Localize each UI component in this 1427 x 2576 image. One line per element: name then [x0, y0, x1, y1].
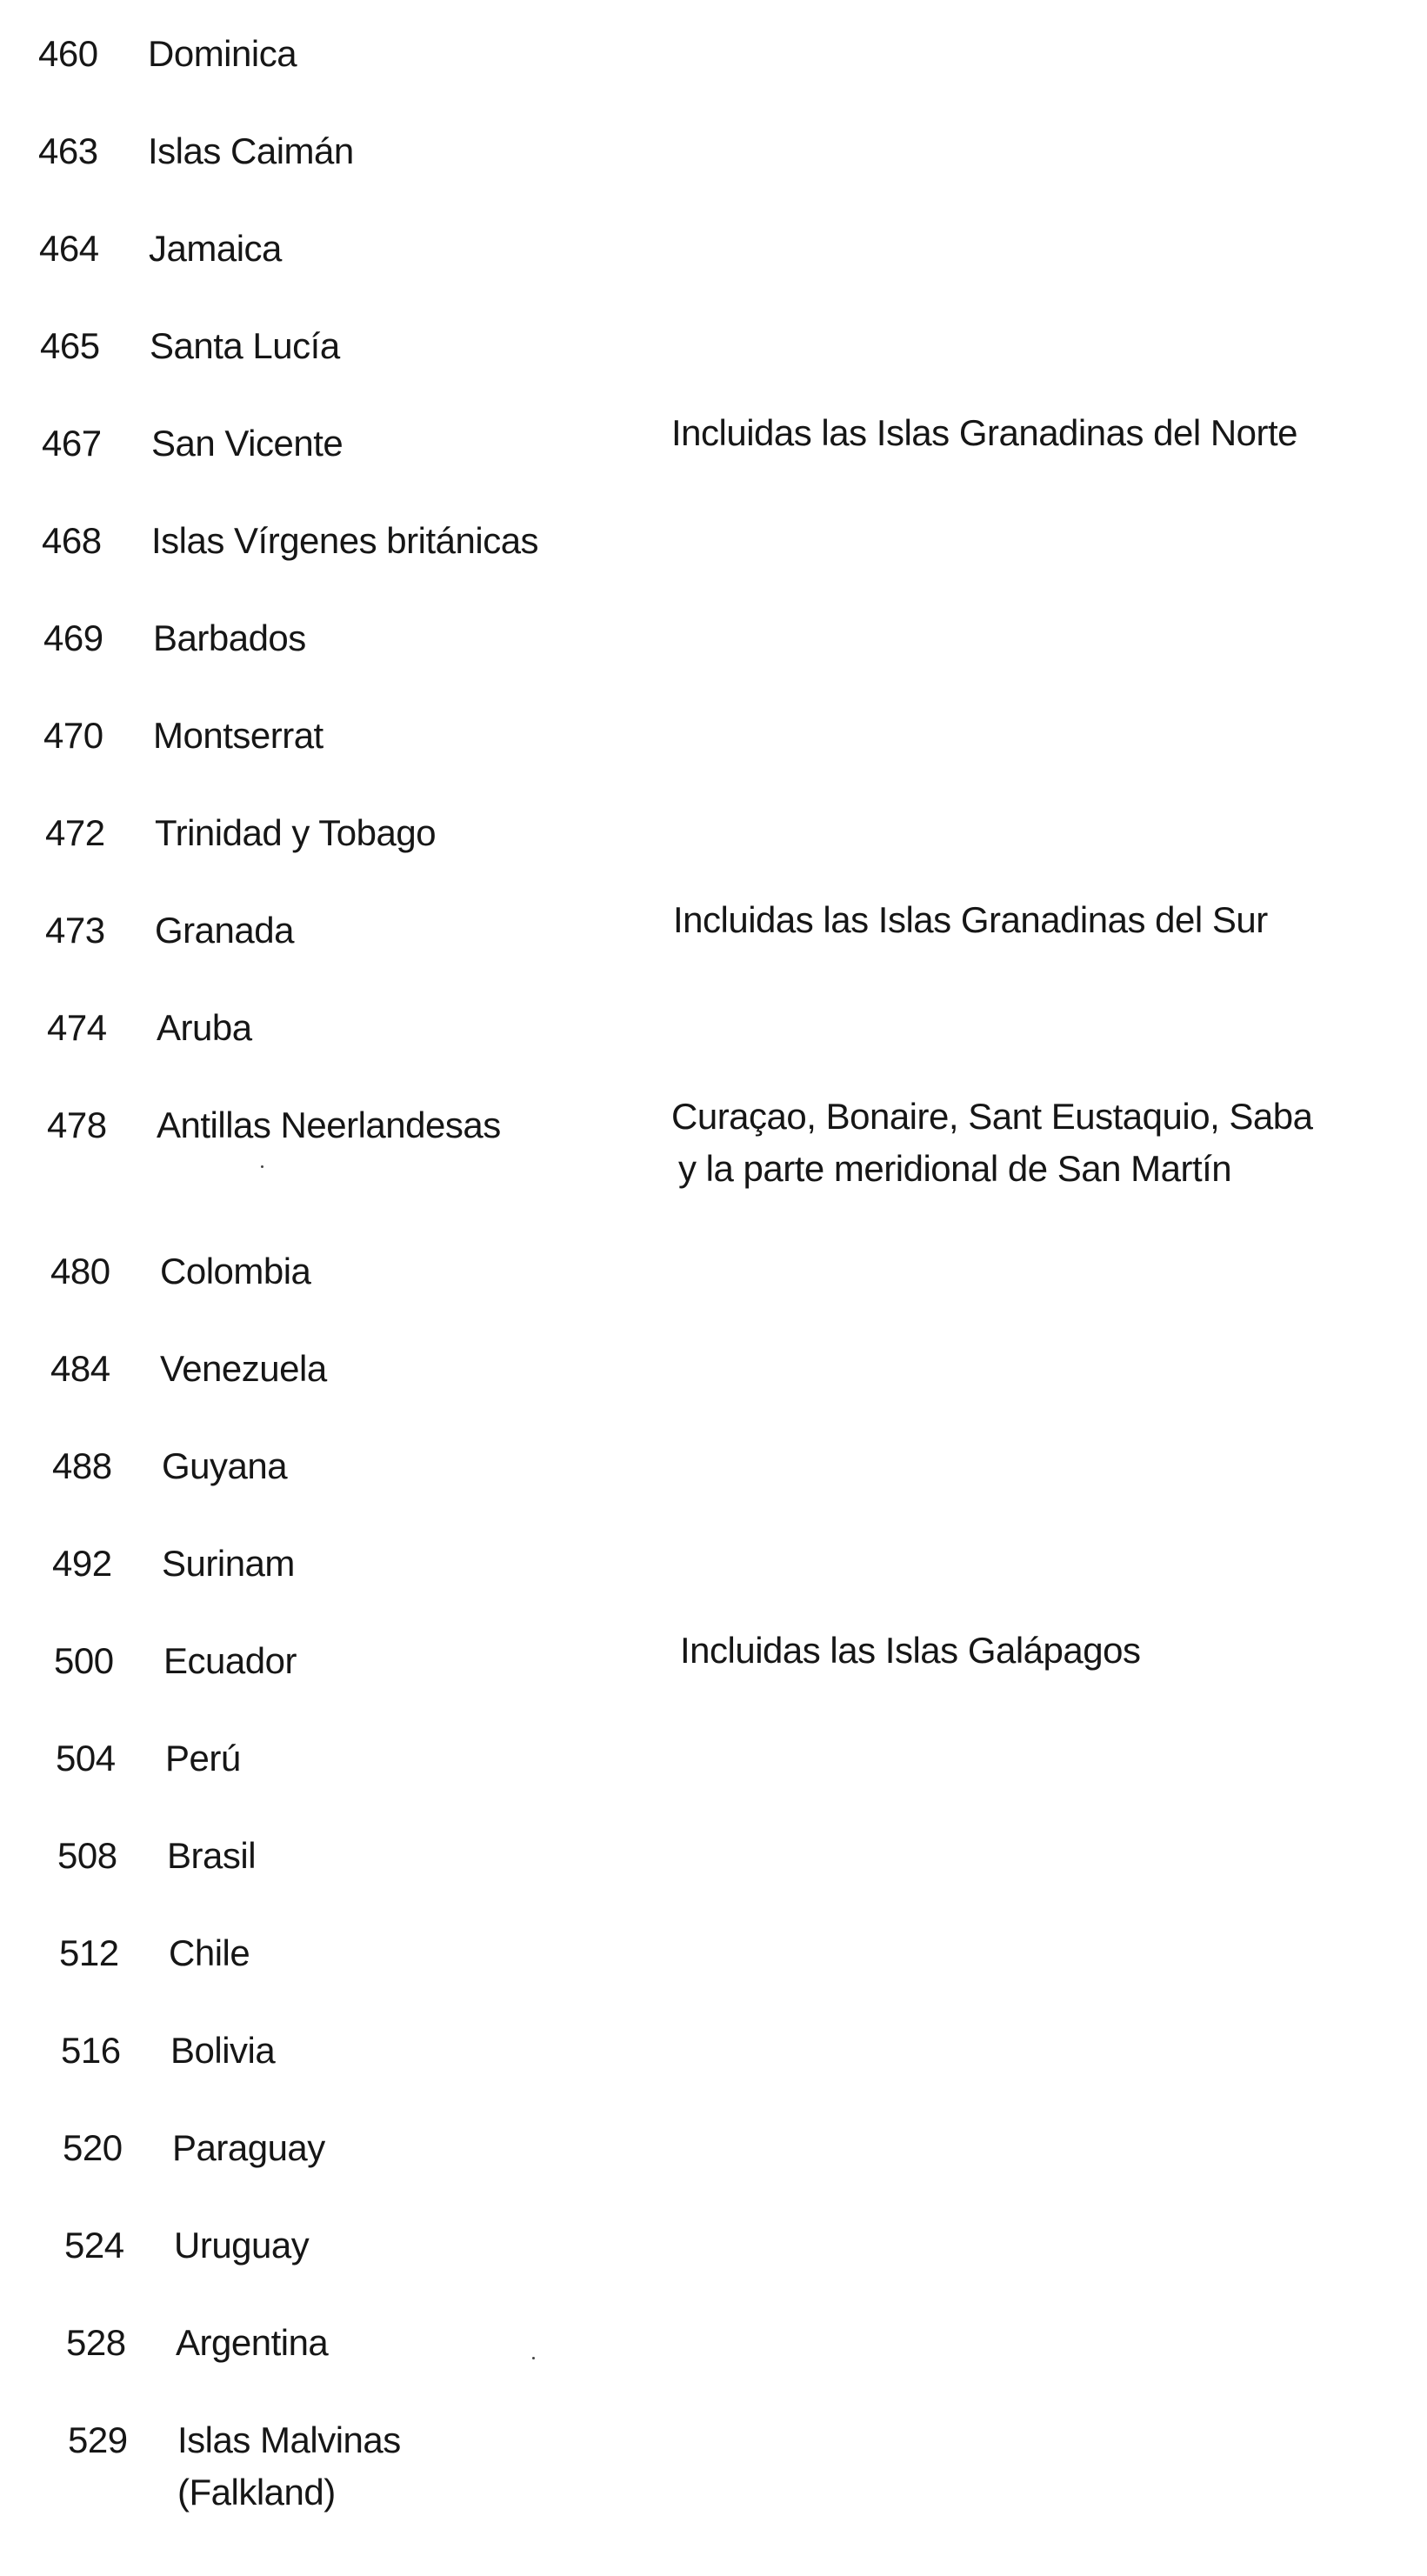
country-code: 468: [42, 520, 102, 561]
country-name: Jamaica: [149, 228, 282, 269]
country-code: 492: [52, 1543, 112, 1584]
country-name: Montserrat: [153, 715, 323, 756]
country-code: 478: [47, 1104, 107, 1145]
country-note: Incluidas las Islas Galápagos: [680, 1630, 1141, 1671]
country-name: Argentina: [176, 2322, 329, 2363]
country-name: Surinam: [162, 1543, 295, 1584]
country-name: Colombia: [160, 1251, 311, 1291]
country-note: Incluidas las Islas Granadinas del Sur: [673, 899, 1268, 940]
country-code: 474: [47, 1007, 107, 1048]
country-name: Islas Caimán: [148, 130, 354, 171]
country-name: Brasil: [167, 1835, 257, 1876]
country-code: 480: [50, 1251, 110, 1291]
country-code: 528: [66, 2322, 126, 2363]
country-code: 500: [54, 1640, 114, 1681]
country-code: 484: [50, 1348, 110, 1389]
country-name: Antillas Neerlandesas: [157, 1104, 501, 1145]
country-name: Perú: [165, 1738, 241, 1779]
country-name: Santa Lucía: [150, 325, 340, 366]
country-code: 469: [43, 617, 103, 658]
country-code: 473: [45, 910, 105, 951]
country-name-line: (Falkland): [177, 2472, 336, 2513]
country-note-line: Curaçao, Bonaire, Sant Eustaquio, Saba: [671, 1096, 1313, 1137]
country-code: 508: [57, 1835, 117, 1876]
country-name: Granada: [155, 910, 294, 951]
country-note-line: y la parte meridional de San Martín: [678, 1148, 1232, 1189]
country-code: 472: [45, 812, 105, 853]
country-name: Bolivia: [170, 2030, 276, 2071]
country-name: Aruba: [157, 1007, 252, 1048]
country-name: [177, 2414, 401, 2519]
country-note: [671, 1091, 1313, 1195]
country-name: Ecuador: [163, 1640, 297, 1681]
country-code: 529: [68, 2419, 128, 2460]
country-name: Paraguay: [172, 2127, 325, 2168]
country-code: 520: [63, 2127, 123, 2168]
scan-speck: [261, 1165, 263, 1168]
country-name: Chile: [169, 1932, 250, 1973]
country-name: Venezuela: [160, 1348, 327, 1389]
country-code: 467: [42, 423, 102, 464]
country-code: 516: [61, 2030, 121, 2071]
country-code: 470: [43, 715, 103, 756]
country-name: Barbados: [153, 617, 306, 658]
country-note: Incluidas las Islas Granadinas del Norte: [671, 412, 1298, 453]
country-code: 463: [38, 130, 98, 171]
country-name: San Vicente: [151, 423, 343, 464]
country-name: Guyana: [162, 1445, 288, 1486]
country-code: 464: [39, 228, 99, 269]
country-code: 524: [64, 2225, 124, 2266]
country-code: 488: [52, 1445, 112, 1486]
country-name-line: Islas Malvinas: [177, 2419, 401, 2460]
country-name: Dominica: [148, 33, 297, 74]
country-code: 504: [56, 1738, 116, 1779]
country-code: 460: [38, 33, 98, 74]
country-name: Uruguay: [174, 2225, 310, 2266]
country-name: Trinidad y Tobago: [155, 812, 437, 853]
scan-speck: [532, 2357, 535, 2359]
country-code: 465: [40, 325, 100, 366]
country-name: Islas Vírgenes británicas: [151, 520, 539, 561]
country-code: 512: [59, 1932, 119, 1973]
